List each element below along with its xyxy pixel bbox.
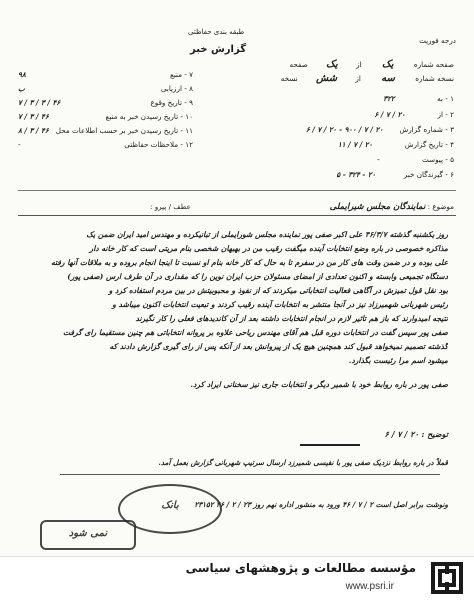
header-divider (18, 190, 456, 191)
field-source-receipt-date: ۱۰ - تاریخ رسیدن خبر به منبع ۴۶ / ۳ / ۷ (18, 112, 193, 121)
body-line-7: نتیجه امیدوارند که باز هم تاثیر لازم در انجام انتخابات داشته بعد از آن کاندیدهای فعلی را کار نگیرند (135, 314, 448, 323)
box-stamp: نمی شود (40, 520, 136, 550)
report-title: گزارش خبر (190, 44, 247, 55)
body-line-4: دستگاه تجمیعی وابسته و اکنون تعدادی از امضای مسئولان حزب ایران نوین را که مقداری در آن طرف ارس (صفی پور) (67, 272, 448, 281)
urgency-label: درجه فوریت (419, 36, 456, 45)
footer-bar (0, 556, 474, 600)
subject-divider (18, 215, 456, 216)
reference-label: عطف / پیرو : (150, 202, 191, 211)
field-evaluation: ۸ - ارزیابی ب (18, 84, 193, 93)
field-security-notes: ۱۲ - ملاحظات حفاظتی - (18, 140, 193, 149)
field-source: ۷ - منبع ۹۸ (18, 70, 193, 79)
lower-note-line-2: ونوشت برابر اصل است ۲ / ۷ / ۴۶ ورود به منشور اداره نهم روز ۲۳ / ۲ / ۴۶ ۲۳۱۵۲ (194, 500, 448, 509)
lower-note-line-1: قملاً در باره روابط نزدیک صفی پور با نفیسی شمیرزد ارسال سرتیپ شهربانی گزارش بعمل آمد. (158, 458, 448, 467)
field-page-number: صفحه شماره یک از یک صفحه (289, 59, 454, 70)
round-stamp: بانک (118, 484, 222, 534)
body-line-2: مذاکره خصوصی در باره وضع انتخابات آینده میگفت رقیب من در بهبهان شخصی بنام مریتی است که کار خانه دار (89, 244, 448, 253)
field-local-receipt-date: ۱۱ - تاریخ رسیدن خبر بر حسب اطلاعات محل ۴۶ / ۳ / ۸ (18, 126, 193, 135)
body-line-10: میشود اسم مرا رئیست بگذارد. (348, 356, 448, 365)
classification-label: طبقه بندی حفاظتی (188, 28, 245, 36)
body-line-5: بود نقل قول تمیزش در آگاهی فعالیت انتخاباتی میکردند که از نفوذ و محبوبیتش در بین مردم استفاده کرد و (108, 286, 448, 295)
note-date: توضیح : ۲۰ / ۷ / ۶ (384, 429, 448, 439)
org-name: مؤسسه مطالعات و پژوهشهای سیاسی (185, 561, 416, 575)
body-line-6: رئیس شهربانی شهمیرزاد نیز در آنجا منتشر به انتخابات آینده رقیب کردند و تبعیت انتخابات اکنون میباشد و (112, 300, 448, 309)
website-link[interactable]: www.psri.ir (345, 581, 394, 592)
body-line-1: روز یکشنبه گذشته ۴۶/۳/۷ علی اکبر صفی پور نماینده مجلس شورایملی از تبانیکرده و مهندس امید ایران ضمن یک (86, 230, 448, 239)
field-copy-number: نسخه شماره سه از شش نسخه (280, 73, 454, 84)
body-line-8: صفی پور سپس گفت در انتخابات دوره قبل هم آقای مهندس ریاحی علاوه بر پروانه انتخاباتی هم چنین مستقیما رای گرفت (62, 328, 448, 337)
field-occurrence-date: ۹ - تاریخ وقوع ۴۶ / ۳ / ۳ / ۷ (18, 98, 193, 107)
field-to: ۱ - به ۳۲۲ (383, 94, 454, 103)
pen-underline (300, 444, 360, 446)
field-from: ۲ - از ۲۰ / ۷ / ۶ (374, 110, 454, 119)
body-line-3: علی بوده و در ضمن وقت های کار من در سفرم تا به حال که کار خانه بنام او نسبت تا اینجا انجام بروده و به ملاقات آنها رفته (50, 258, 448, 267)
subject-row: موضوع : نمایندگان مجلس شیرایملی (329, 202, 454, 212)
field-report-number: ۳ - شماره گزارش ۲۰ / ۷ / ۹۰۰ - ۲۰ / ۷ / ۶ (305, 125, 454, 134)
body-line-11: صفی پور در باره روابط خود با شمیر دیگر و انتخابات جاری نیز سخنانی ایراد کرد. (190, 380, 448, 389)
field-attachment: ۵ - پیوست - (377, 155, 454, 164)
pen-underline (60, 474, 440, 475)
field-recipients: ۶ - گیرندگان خبر ۲۰ - ۳۲۴ - ۵ (336, 170, 454, 179)
field-report-date: ۴ - تاریخ گزارش ۲۰ / ۷ / ۱۱ (337, 140, 454, 149)
body-line-9: گذشته تصمیم نمیخواهد قبول کند همچنین هیچ یک از پیروانش بعد از آنکه پس از رای گیری گزارش دادند که (109, 342, 448, 351)
org-logo-icon (430, 561, 464, 595)
